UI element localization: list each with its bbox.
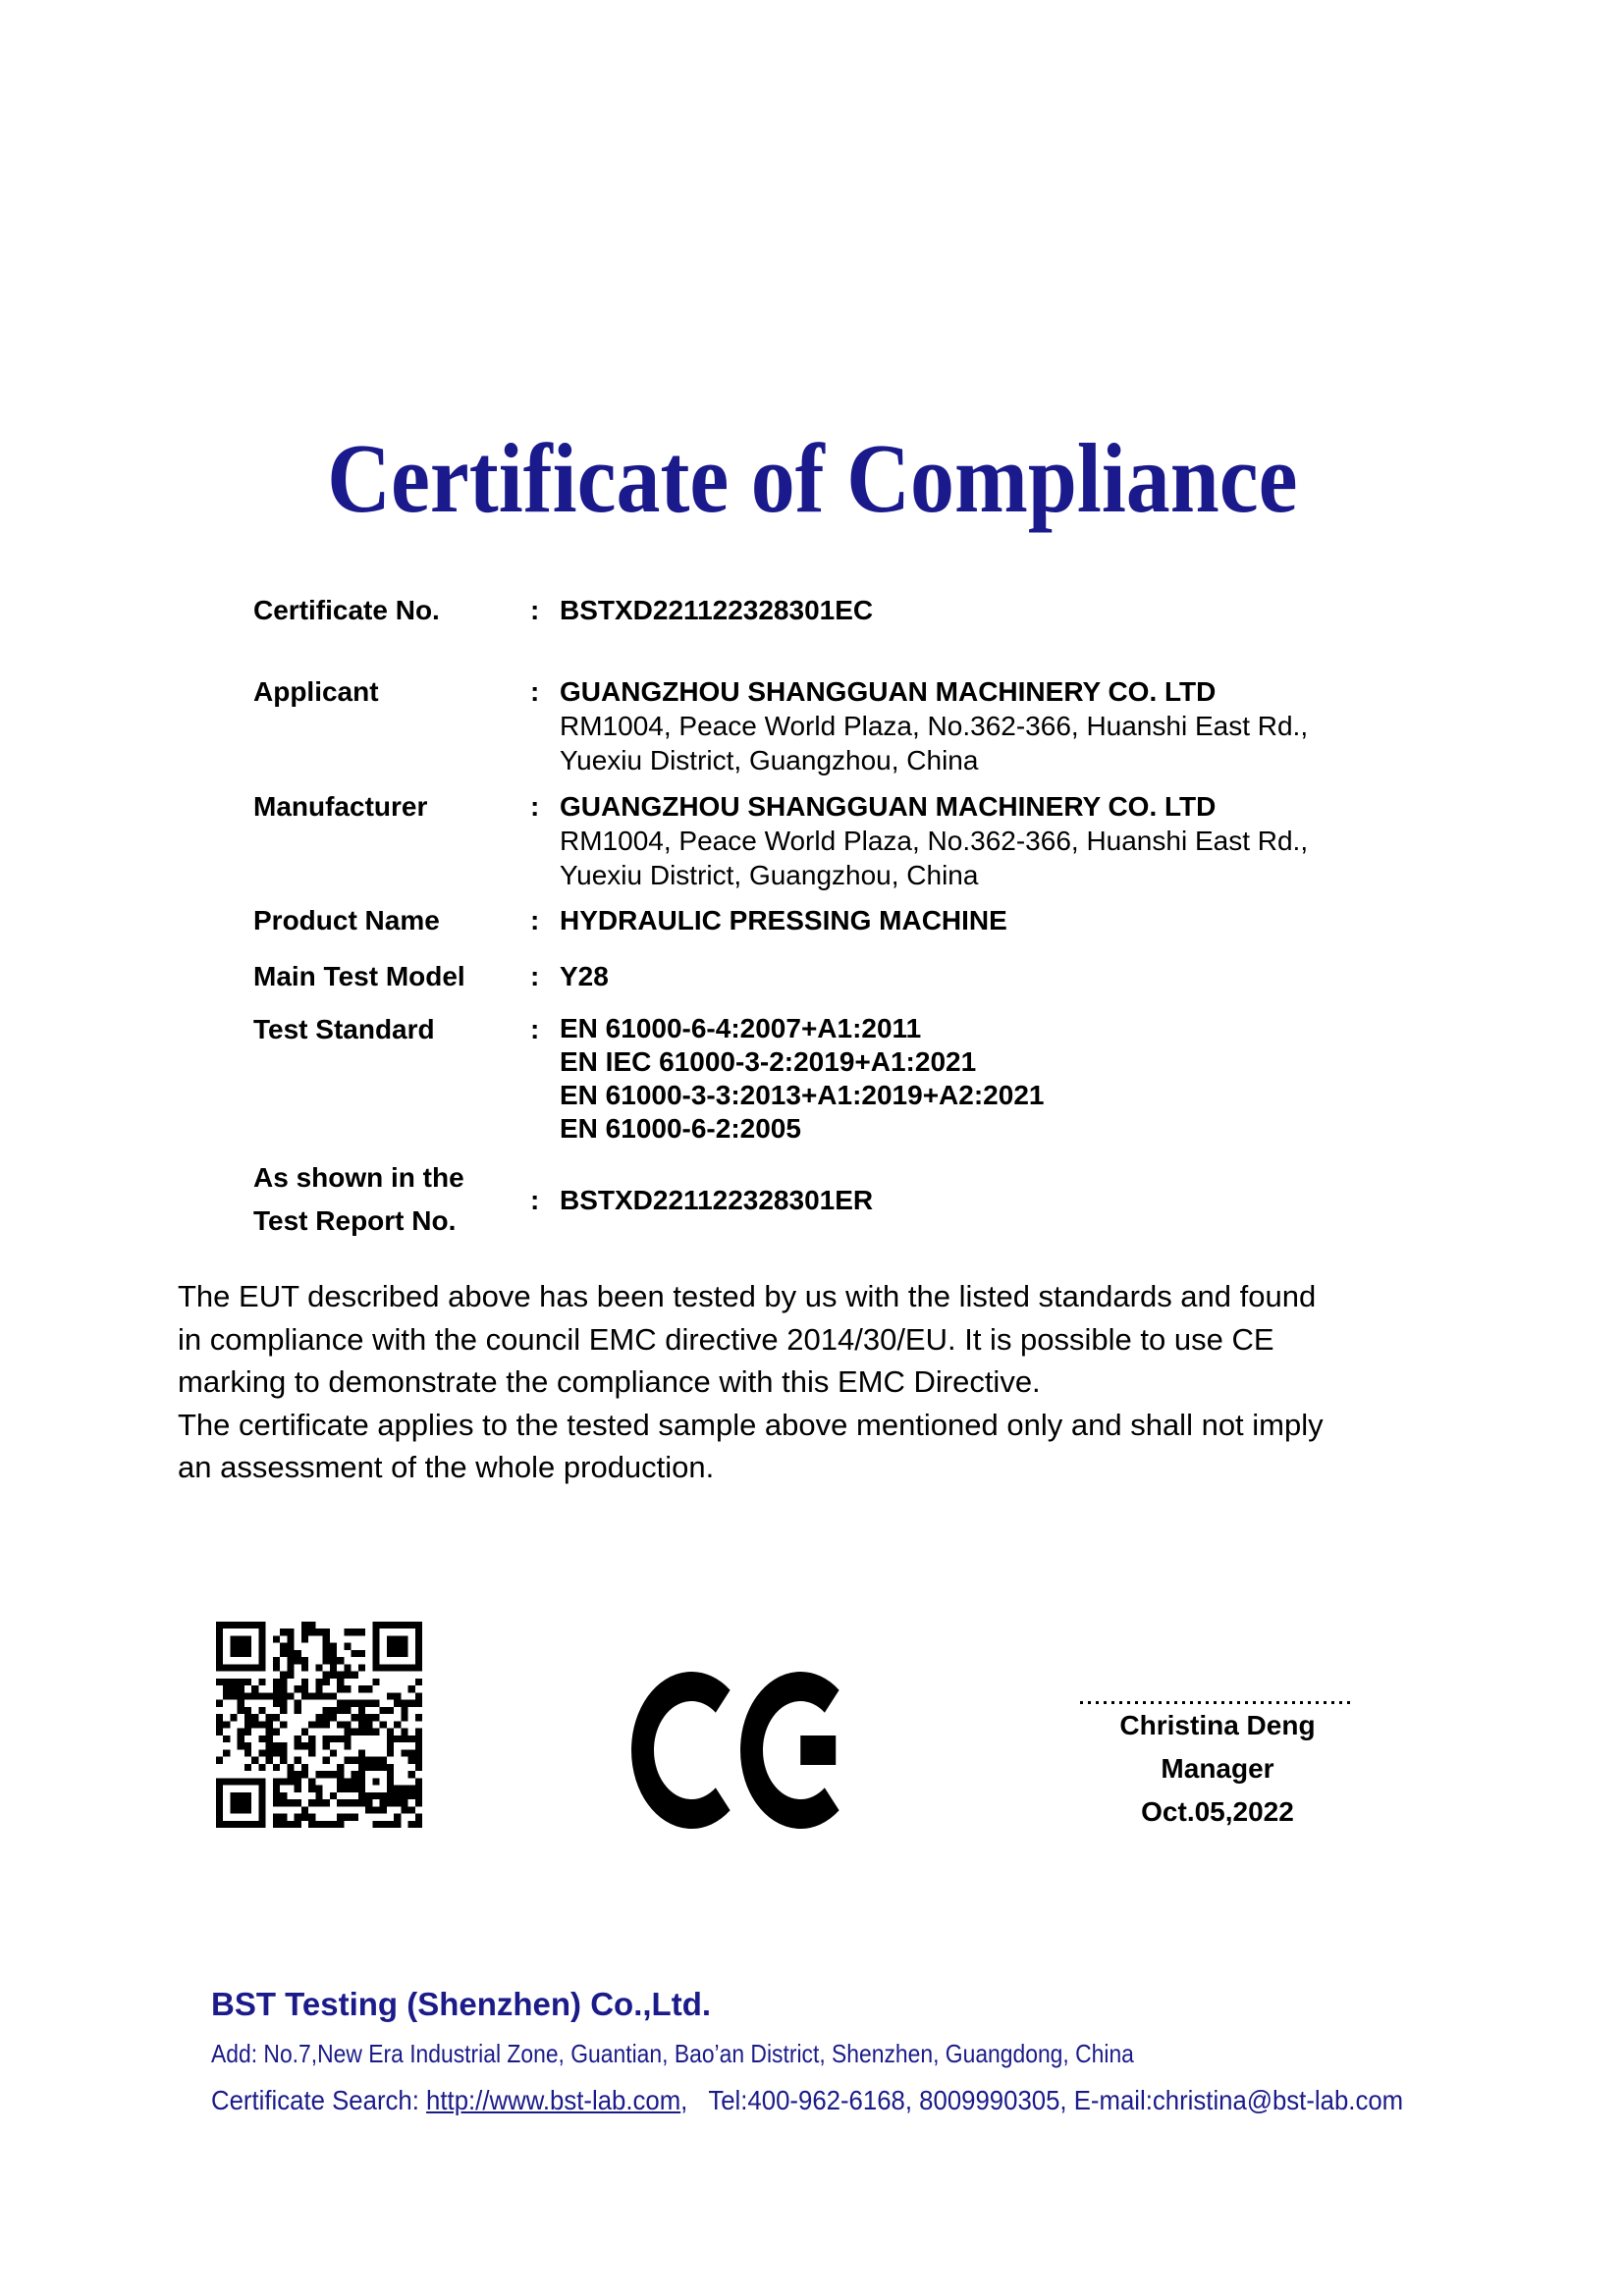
manufacturer-address-1: RM1004, Peace World Plaza, No.362-366, Huanshi East Rd., <box>560 826 1309 856</box>
test-report-number: BSTXD221122328301ER <box>560 1184 874 1215</box>
statement-line-5: an assessment of the whole production. <box>178 1450 715 1484</box>
manufacturer-name: GUANGZHOU SHANGGUAN MACHINERY CO. LTD <box>560 791 1217 822</box>
statement-line-3: marking to demonstrate the compliance with this EMC Directive. <box>178 1364 1041 1399</box>
field-label: Test Standard <box>253 1014 435 1044</box>
field-row-product-name <box>253 903 1451 937</box>
field-colon: : <box>530 791 540 822</box>
field-colon: : <box>530 961 540 991</box>
test-standards <box>560 1012 1451 1146</box>
field-label-line-2: Test Report No. <box>253 1205 457 1236</box>
statement-line-2: in compliance with the council EMC directive 2014/30/EU. It is possible to use CE <box>178 1321 1274 1357</box>
certificate-search-label: Certificate Search: <box>211 2085 427 2115</box>
ce-mark <box>631 1672 849 1829</box>
statement-line-1: The EUT described above has been tested by us with the listed standards and found <box>178 1279 1317 1313</box>
signatory-name: Christina Deng <box>1119 1710 1316 1740</box>
qr-code <box>216 1622 422 1828</box>
footer-address: Add: No.7,New Era Industrial Zone, Guantian, Bao’an District, Shenzhen, Guangdong, China <box>211 2039 1134 2068</box>
certificate-search-url[interactable]: http://www.bst-lab.com <box>426 2085 681 2115</box>
product-name: HYDRAULIC PRESSING MACHINE <box>560 905 1007 935</box>
field-colon: : <box>530 1014 540 1044</box>
manufacturer-address-2: Yuexiu District, Guangzhou, China <box>560 860 979 890</box>
field-colon: : <box>530 676 540 707</box>
field-label-line-1: As shown in the <box>253 1162 464 1193</box>
applicant-name: GUANGZHOU SHANGGUAN MACHINERY CO. LTD <box>560 676 1217 707</box>
field-row-test-report-no <box>253 1156 1451 1243</box>
applicant-address-2: Yuexiu District, Guangzhou, China <box>560 745 979 775</box>
footer-company-name: BST Testing (Shenzhen) Co.,Ltd. <box>211 1986 712 2022</box>
applicant-value <box>560 674 1451 777</box>
compliance-statement <box>178 1275 1484 1489</box>
field-label: Certificate No. <box>253 595 440 625</box>
statement-line-4: The certificate applies to the tested sample above mentioned only and shall not imply <box>178 1407 1324 1442</box>
field-row-manufacturer <box>253 789 1451 892</box>
signature-date: Oct.05,2022 <box>1141 1796 1294 1827</box>
field-colon: : <box>530 905 540 935</box>
ce-letter-c <box>643 1686 724 1814</box>
test-standard-3: EN 61000-3-3:2013+A1:2019+A2:2021 <box>560 1080 1045 1110</box>
test-standard-2: EN IEC 61000-3-2:2019+A1:2021 <box>560 1046 977 1077</box>
footer <box>211 1985 1586 2118</box>
manufacturer-value <box>560 789 1451 892</box>
applicant-address-1: RM1004, Peace World Plaza, No.362-366, Huanshi East Rd., <box>560 711 1309 741</box>
signatory-title: Manager <box>1161 1753 1274 1784</box>
field-row-applicant <box>253 674 1451 777</box>
page-title: Certificate of Compliance <box>326 423 1298 533</box>
footer-contact-info: , Tel:400-962-6168, 8009990305, E-mail:christina@bst-lab.com <box>680 2085 1404 2115</box>
field-row-main-test-model <box>253 959 1451 993</box>
test-standard-4: EN 61000-6-2:2005 <box>560 1113 801 1144</box>
signature-block <box>1080 1701 1355 1834</box>
field-label: Manufacturer <box>253 791 428 822</box>
certificate-number: BSTXD221122328301EC <box>560 595 874 625</box>
field-label: Main Test Model <box>253 961 465 991</box>
field-label: Applicant <box>253 676 379 707</box>
field-colon: : <box>530 595 540 625</box>
certificate-fields <box>253 593 1451 1243</box>
field-row-test-standard <box>253 1012 1451 1146</box>
test-standard-1: EN 61000-6-4:2007+A1:2011 <box>560 1013 922 1043</box>
field-label: Product Name <box>253 905 440 935</box>
field-label <box>253 1156 530 1243</box>
footer-certificate-search-line <box>211 2083 1476 2118</box>
field-row-certificate-no <box>253 593 1451 627</box>
page-title-wrap <box>0 423 1624 533</box>
field-colon: : <box>530 1184 540 1215</box>
main-test-model: Y28 <box>560 961 609 991</box>
